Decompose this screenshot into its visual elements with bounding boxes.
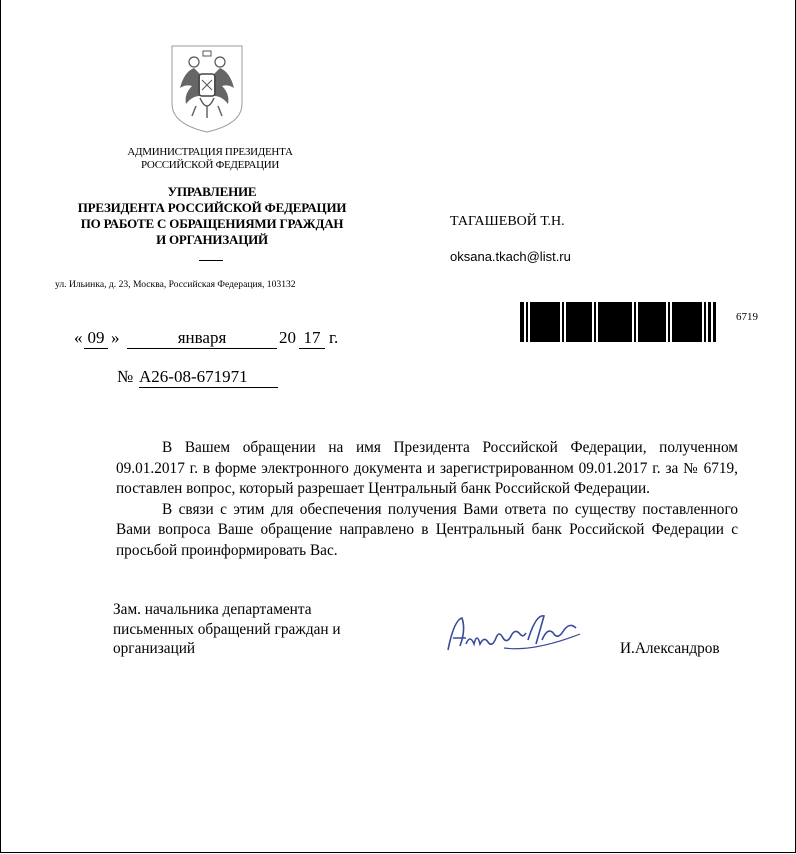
dept-line-3: ПО РАБОТЕ С ОБРАЩЕНИЯМИ ГРАЖДАН — [80, 216, 344, 231]
admin-line-2: РОССИЙСКОЙ ФЕДЕРАЦИИ — [140, 159, 280, 171]
signer-position-line-3: организаций — [113, 640, 196, 657]
signer-position — [113, 600, 403, 659]
body-paragraph-1: В Вашем обращении на имя Президента Российской Федерации, полученном 09.01.2017 г. в форме электронного документа и зарегистрированном 09.01.2017 г. за № 6719, поставлен вопрос, который разрешает Центральный банк Российской Федерации. — [116, 439, 738, 497]
date-year-unit: г. — [329, 328, 339, 347]
signer-name: И.Александров — [620, 640, 720, 657]
date-month: января — [127, 328, 277, 349]
barcode — [520, 302, 716, 342]
coat-of-arms-emblem — [170, 44, 244, 134]
date-year-suffix: 17 — [299, 328, 325, 349]
department-header — [52, 184, 372, 248]
letter-body — [116, 438, 738, 561]
body-paragraph-2: В связи с этим для обеспечения получения Вами ответа по существу поставленного Вами вопроса Ваше обращение направлено в Центральный банк Российской Федерации с просьбой проинформировать Вас. — [116, 500, 738, 559]
dept-line-4: И ОРГАНИЗАЦИЙ — [156, 232, 268, 247]
date-close-quote: » — [111, 328, 120, 347]
dept-line-2: ПРЕЗИДЕНТА РОССИЙСКОЙ ФЕДЕРАЦИИ — [77, 200, 347, 215]
barcode-number: 6719 — [736, 311, 758, 323]
signer-position-line-2: письменных обращений граждан и — [113, 620, 341, 638]
date-open-quote: « — [74, 328, 83, 347]
date-day: 09 — [84, 328, 108, 349]
document-date — [74, 328, 354, 350]
sender-address: ул. Ильинка, д. 23, Москва, Российская Федерация, 103132 — [55, 279, 296, 290]
signer-position-line-1: Зам. начальника департамента — [113, 601, 312, 618]
dept-line-1: УПРАВЛЕНИЕ — [167, 184, 257, 199]
header-divider — [199, 260, 223, 261]
admin-line-1: АДМИНИСТРАЦИЯ ПРЕЗИДЕНТА — [127, 146, 293, 158]
recipient-email: oksana.tkach@list.ru — [450, 249, 571, 264]
recipient-name: ТАГАШЕВОЙ Т.Н. — [450, 214, 565, 229]
administration-header — [95, 146, 325, 172]
registration-number: А26-08-671971 — [139, 367, 278, 388]
registration-label: № — [117, 367, 134, 386]
date-year-prefix: 20 — [279, 328, 296, 347]
handwritten-signature — [444, 610, 582, 660]
